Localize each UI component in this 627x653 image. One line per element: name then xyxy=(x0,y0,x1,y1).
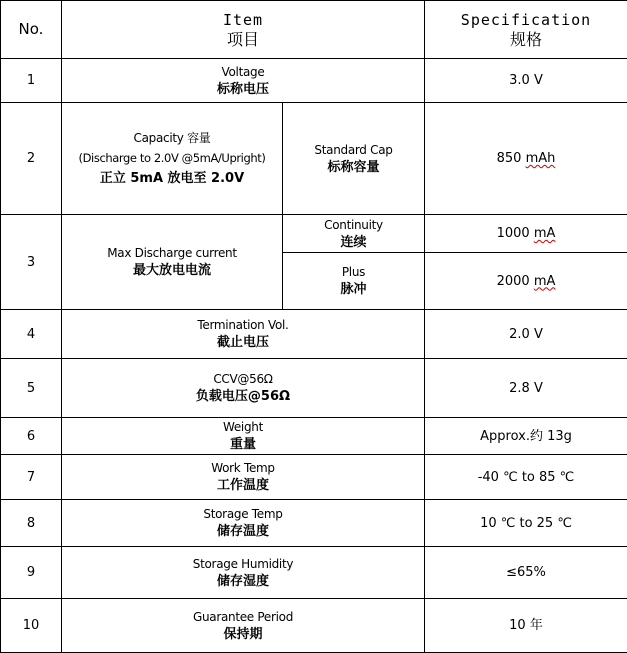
item-cell: Voltage 标称电压 xyxy=(62,59,425,103)
table-row xyxy=(1,418,627,455)
spec-value: -40 ℃ to 85 ℃ xyxy=(425,455,627,500)
item-cell: Work Temp 工作温度 xyxy=(62,455,425,500)
spec-value: ≤65% xyxy=(425,547,627,599)
spec-value: 10 年 xyxy=(425,599,627,653)
spec-value: 2000 mA xyxy=(425,253,627,310)
header-no: No. xyxy=(1,1,62,59)
spec-value: 850 mAh xyxy=(425,103,627,215)
sub-item-cell: Continuity 连续 xyxy=(283,215,425,253)
table-row xyxy=(1,310,627,359)
row-number: 7 xyxy=(1,455,62,500)
item-cell: Capacity 容量 (Discharge to 2.0V @5mA/Upright) 正立 5mA 放电至 2.0V xyxy=(62,103,283,215)
item-cell: Storage Humidity 储存湿度 xyxy=(62,547,425,599)
spec-value: 3.0 V xyxy=(425,59,627,103)
spec-value: 2.8 V xyxy=(425,359,627,418)
table-row xyxy=(1,455,627,500)
spec-value: 1000 mA xyxy=(425,215,627,253)
table-row xyxy=(1,359,627,418)
row-number: 5 xyxy=(1,359,62,418)
header-specification: Specification 规格 xyxy=(425,1,627,59)
spec-value: 2.0 V xyxy=(425,310,627,359)
sub-item-cell: Plus 脉冲 xyxy=(283,253,425,310)
table-row xyxy=(1,599,627,653)
sub-item-cell: Standard Cap 标称容量 xyxy=(283,103,425,215)
header-item: Item 项目 xyxy=(62,1,425,59)
row-number: 4 xyxy=(1,310,62,359)
item-cell: Guarantee Period 保持期 xyxy=(62,599,425,653)
table-row xyxy=(1,547,627,599)
row-number: 3 xyxy=(1,215,62,310)
row-number: 6 xyxy=(1,418,62,455)
table-row xyxy=(1,103,627,215)
row-number: 1 xyxy=(1,59,62,103)
table-row xyxy=(1,215,627,253)
table-row xyxy=(1,59,627,103)
row-number: 9 xyxy=(1,547,62,599)
item-cell: Max Discharge current 最大放电电流 xyxy=(62,215,283,310)
header-row xyxy=(1,1,627,59)
row-number: 2 xyxy=(1,103,62,215)
spec-value: 10 ℃ to 25 ℃ xyxy=(425,500,627,547)
item-cell: CCV@56Ω 负载电压@56Ω xyxy=(62,359,425,418)
row-number: 10 xyxy=(1,599,62,653)
row-number: 8 xyxy=(1,500,62,547)
item-cell: Termination Vol. 截止电压 xyxy=(62,310,425,359)
item-cell: Storage Temp 储存温度 xyxy=(62,500,425,547)
table-row xyxy=(1,500,627,547)
spec-value: Approx.约 13g xyxy=(425,418,627,455)
item-cell: Weight 重量 xyxy=(62,418,425,455)
